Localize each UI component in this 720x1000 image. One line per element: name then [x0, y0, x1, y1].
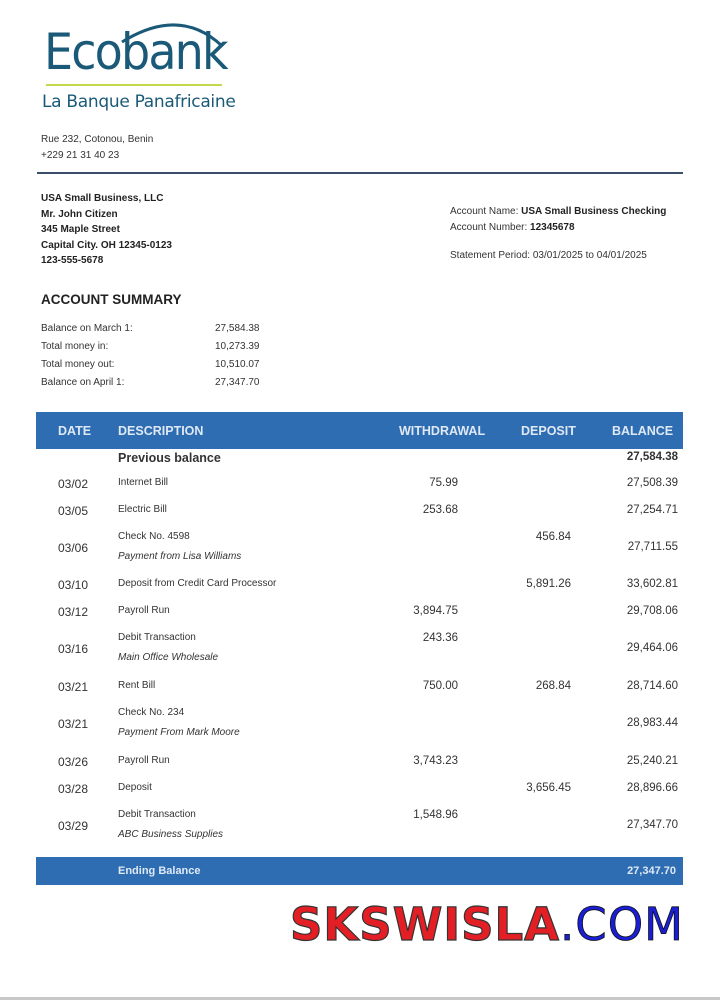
summary-title: ACCOUNT SUMMARY: [41, 292, 182, 307]
bank-address-line: Rue 232, Cotonou, Benin: [41, 134, 154, 145]
transaction-balance: 25,240.21: [626, 755, 678, 767]
transaction-balance: 28,896.66: [626, 782, 678, 794]
transaction-balance: 27,711.55: [627, 541, 678, 553]
summary-value: 27,347.70: [215, 377, 260, 388]
transaction-balance: 29,708.06: [626, 605, 678, 617]
transaction-withdrawal: 243.36: [422, 632, 458, 644]
customer-street: 345 Maple Street: [41, 224, 120, 235]
summary-value: 10,510.07: [215, 359, 260, 370]
transaction-date: 03/12: [58, 605, 89, 619]
col-date: DATE: [58, 424, 92, 438]
summary-value: 27,584.38: [215, 323, 260, 334]
transaction-row: [36, 578, 683, 596]
transaction-balance: 27,347.70: [626, 819, 678, 831]
previous-balance-row: [36, 451, 683, 469]
summary-value: 10,273.39: [215, 341, 260, 352]
logo-underline: [46, 84, 222, 86]
transaction-date: 03/29: [58, 819, 89, 833]
transaction-deposit: 5,891.26: [526, 578, 571, 590]
account-name: USA Small Business Checking: [521, 206, 667, 217]
transaction-balance: 28,983.44: [626, 717, 678, 729]
customer-city: Capital City. OH 12345-0123: [41, 239, 172, 251]
transaction-row: [36, 605, 683, 623]
transaction-deposit: 268.84: [535, 680, 571, 692]
transaction-date: 03/06: [58, 541, 89, 555]
transaction-deposit: 3,656.45: [526, 782, 571, 794]
transaction-row: [36, 477, 683, 495]
transaction-description: Debit Transaction: [118, 809, 196, 820]
header-divider: [37, 172, 683, 174]
transaction-description: Check No. 234: [118, 707, 185, 718]
transaction-withdrawal: 253.68: [422, 504, 458, 516]
account-number-line: [450, 220, 666, 236]
previous-balance-value: 27,584.38: [626, 451, 678, 463]
transaction-description: Debit Transaction: [118, 632, 196, 643]
transaction-row: [36, 809, 683, 849]
summary-label: Balance on April 1:: [41, 377, 125, 388]
transaction-memo: Payment From Mark Moore: [118, 727, 240, 738]
transaction-balance: 33,602.81: [626, 578, 678, 590]
transaction-row: [36, 782, 683, 800]
col-description: DESCRIPTION: [118, 424, 204, 438]
summary-row: [41, 341, 271, 357]
transaction-balance: 28,714.60: [626, 680, 678, 692]
customer-company: USA Small Business, LLC: [41, 193, 164, 204]
transaction-balance: 27,254.71: [626, 504, 678, 516]
transaction-row: [36, 755, 683, 773]
watermark-dot: .: [559, 898, 576, 951]
transaction-withdrawal: 3,894.75: [413, 605, 458, 617]
transaction-description: Internet Bill: [118, 477, 169, 488]
account-name-line: [450, 204, 666, 220]
customer-block: [41, 191, 172, 269]
ending-balance-value: 27,347.70: [627, 865, 676, 877]
watermark-part2: COM: [575, 898, 684, 951]
summary-row: [41, 323, 271, 339]
transaction-withdrawal: 75.99: [429, 477, 458, 489]
transaction-date: 03/26: [58, 755, 89, 769]
transaction-balance: 27,508.39: [626, 477, 678, 489]
bank-phone: +229 21 31 40 23: [41, 150, 120, 161]
transaction-balance: 29,464.06: [626, 642, 678, 654]
bank-address: [41, 132, 153, 164]
transaction-date: 03/28: [58, 782, 89, 796]
transaction-date: 03/05: [58, 504, 89, 518]
transaction-description: Electric Bill: [118, 504, 167, 515]
transaction-description: Deposit: [118, 782, 152, 793]
customer-phone: 123-555-5678: [41, 255, 104, 266]
watermark-part1: SKSWISLA: [290, 898, 560, 951]
account-info: [450, 204, 666, 235]
transaction-memo: Payment from Lisa Williams: [118, 551, 242, 562]
summary-label: Balance on March 1:: [41, 323, 133, 334]
transaction-description: Rent Bill: [118, 680, 156, 691]
transaction-deposit: 456.84: [535, 531, 571, 543]
transaction-withdrawal: 3,743.23: [413, 755, 458, 767]
transaction-date: 03/21: [58, 680, 89, 694]
watermark: [290, 898, 684, 951]
col-deposit: DEPOSIT: [521, 424, 576, 438]
transaction-date: 03/21: [58, 717, 89, 731]
transaction-description: Payroll Run: [118, 605, 170, 616]
account-number: 12345678: [530, 221, 575, 233]
summary-label: Total money out:: [41, 359, 115, 370]
previous-balance-label: Previous balance: [118, 451, 221, 465]
transaction-date: 03/16: [58, 642, 89, 656]
transaction-date: 03/10: [58, 578, 89, 592]
transaction-description: Deposit from Credit Card Processor: [118, 578, 277, 589]
ending-balance-label: Ending Balance: [118, 865, 201, 877]
col-withdrawal: WITHDRAWAL: [399, 424, 486, 438]
bank-logo-wordmark: Ecobank: [44, 23, 227, 81]
transaction-row: [36, 680, 683, 698]
transaction-row: [36, 707, 683, 747]
transaction-row: [36, 531, 683, 571]
ending-balance-row: [36, 857, 683, 885]
transactions-header: [36, 412, 683, 449]
logo-swoosh-icon: [120, 12, 230, 52]
transaction-withdrawal: 750.00: [422, 680, 458, 692]
transaction-date: 03/02: [58, 477, 89, 491]
transaction-row: [36, 632, 683, 672]
summary-row: [41, 359, 271, 375]
statement-period: Statement Period: 03/01/2025 to 04/01/2025: [450, 250, 647, 261]
col-balance: BALANCE: [612, 424, 674, 438]
transaction-description: Check No. 4598: [118, 531, 190, 542]
transaction-description: Payroll Run: [118, 755, 170, 766]
transaction-withdrawal: 1,548.96: [413, 809, 458, 821]
account-name-label: Account Name:: [450, 206, 522, 217]
summary-label: Total money in:: [41, 341, 109, 352]
customer-contact: Mr. John Citizen: [41, 208, 118, 220]
summary-row: [41, 377, 271, 393]
transaction-memo: ABC Business Supplies: [118, 829, 224, 840]
account-number-label: Account Number:: [450, 221, 531, 233]
transaction-memo: Main Office Wholesale: [118, 652, 219, 663]
transaction-row: [36, 504, 683, 522]
bank-tagline: La Banque Panafricaine: [42, 92, 236, 112]
